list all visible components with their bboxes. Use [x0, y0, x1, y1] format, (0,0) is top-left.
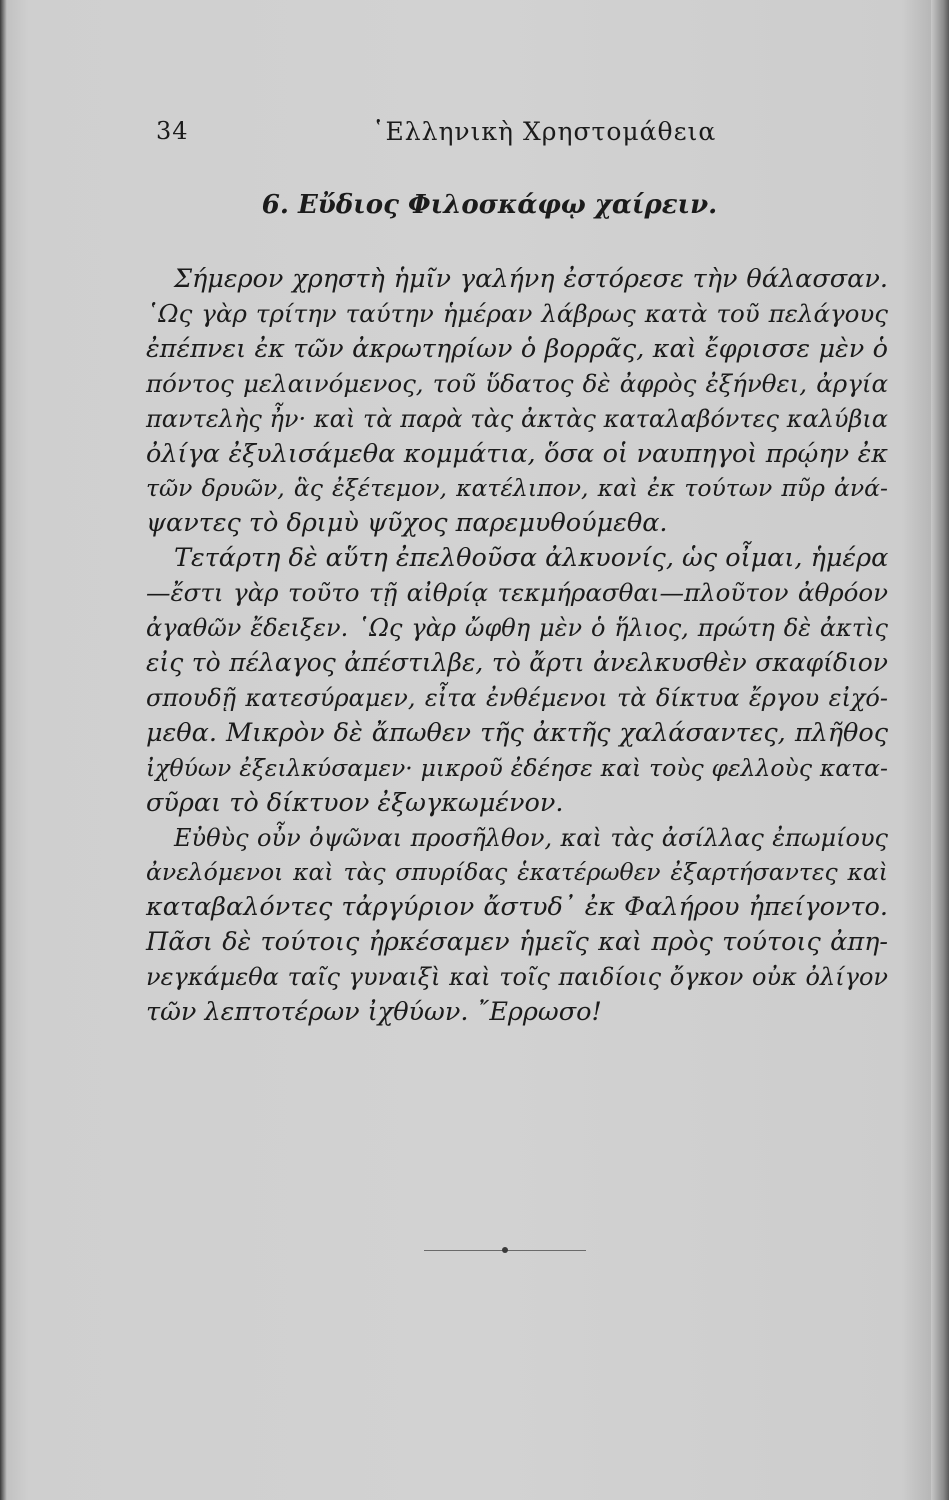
text-line: εἰς τὸ πέλαγος ἀπέστιλβε, τὸ ἄρτι ἀνελκυσθὲν σκαφίδιον	[146, 647, 888, 677]
text-line: τῶν λεπτοτέρων ἰχθύων. ῎Ερρωσο!	[146, 997, 602, 1028]
text-line: σπουδῇ κατεσύραμεν, εἶτα ἐνθέμενοι τὰ δίκτυα ἔργου εἰχό-	[146, 683, 888, 712]
text-line: Εὐθὺς οὖν ὀψῶναι προσῆλθον, καὶ τὰς ἀσίλλας ἐπωμίους	[174, 823, 888, 852]
page-edge-shadow	[931, 0, 949, 1500]
divider-ornament	[502, 1247, 508, 1253]
text-line: τῶν δρυῶν, ἃς ἐξέτεμον, κατέλιπον, καὶ ἐκ τούτων πῦρ ἀνά-	[146, 474, 888, 503]
text-line: παντελὴς ἦν· καὶ τὰ παρὰ τὰς ἀκτὰς καταλαβόντες καλύβια	[146, 404, 888, 433]
page-binding-shadow	[0, 0, 7, 1500]
text-line: νεγκάμεθα ταῖς γυναιξὶ καὶ τοῖς παιδίοις ὄγκον οὐκ ὀλίγον	[146, 963, 888, 992]
text-line: ἀνελόμενοι καὶ τὰς σπυρίδας ἑκατέρωθεν ἐξαρτήσαντες καὶ	[146, 858, 888, 887]
text-line: ἰχθύων ἐξειλκύσαμεν· μικροῦ ἐδέησε καὶ τοὺς φελλοὺς κατα-	[146, 753, 888, 782]
text-line: καταβαλόντες τἀργύριον ἄστυδ᾿ ἐκ Φαλήρου ἠπείγοντο.	[146, 892, 888, 923]
text-line: σῦραι τὸ δίκτυον ἐξωγκωμένον.	[146, 787, 564, 818]
text-line: Πᾶσι δὲ τούτοις ἠρκέσαμεν ἡμεῖς καὶ πρὸς τούτοις ἀπη-	[146, 927, 888, 958]
text-line: Τετάρτη δὲ αὕτη ἐπελθοῦσα ἀλκυονίς, ὡς οἶμαι, ἡμέρα	[174, 543, 889, 574]
running-title: ῾Ελληνικὴ Χρηστομάθεια	[372, 117, 717, 146]
text-line: ὀλίγα ἐξυλισάμεθα κομμάτια, ὅσα οἱ ναυπηγοὶ πρῴην ἐκ	[146, 438, 888, 469]
page-number: 34	[156, 117, 189, 145]
text-line: Σήμερον χρηστὴ ἡμῖν γαλήνη ἐστόρεσε τὴν θάλασσαν.	[174, 264, 888, 294]
text-line: ἐπέπνει ἐκ τῶν ἀκρωτηρίων ὁ βορρᾶς, καὶ ἔφρισσε μὲν ὁ	[146, 333, 888, 364]
text-line: —ἔστι γὰρ τοῦτο τῇ αἰθρίᾳ τεκμήρασθαι—πλοῦτον ἀθρόον	[146, 578, 888, 608]
text-line: ῾Ως γὰρ τρίτην ταύτην ἡμέραν λάβρως κατὰ τοῦ πελάγους	[146, 298, 888, 328]
text-line: ἀγαθῶν ἔδειξεν. ῾Ως γὰρ ὤφθη μὲν ὁ ἥλιος, πρώτη δὲ ἀκτὶς	[146, 614, 888, 643]
text-line: μεθα. Μικρὸν δὲ ἄπωθεν τῆς ἀκτῆς χαλάσαντες, πλῆθος	[146, 717, 888, 748]
letter-title: 6. Εὔδιος Φιλοσκάφῳ χαίρειν.	[261, 190, 718, 220]
letter-body	[146, 262, 888, 1030]
text-line: πόντος μελαινόμενος, τοῦ ὕδατος δὲ ἀφρὸς ἐξήνθει, ἀργία	[146, 368, 888, 398]
text-line: ψαντες τὸ δριμὺ ψῦχος παρεμυθούμεθα.	[146, 508, 668, 539]
